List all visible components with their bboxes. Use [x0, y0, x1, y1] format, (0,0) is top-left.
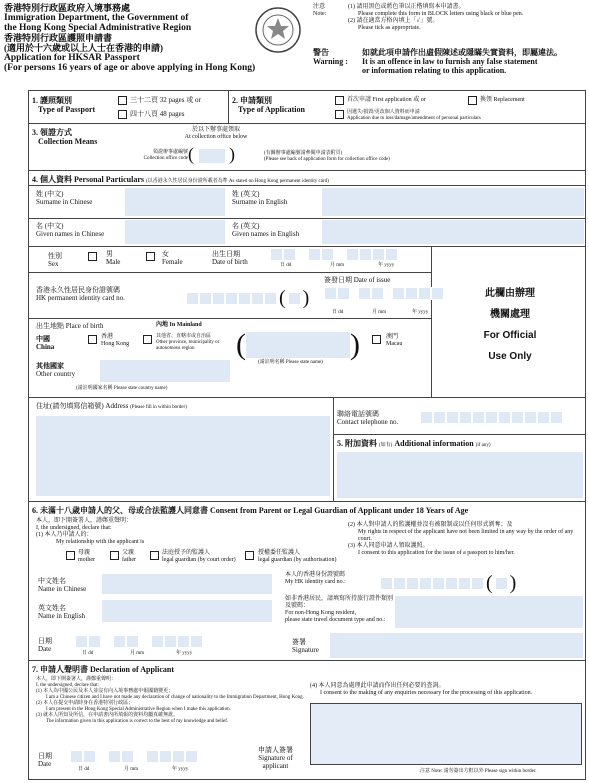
s6-date-input[interactable] [75, 635, 203, 648]
my-hkid-input[interactable]: ( ) [380, 572, 516, 595]
loss-damage-checkbox[interactable] [335, 110, 344, 119]
office-code-label: 領證辦事處編號 Collection office code [143, 150, 188, 161]
s7-day-label: 日 dd [78, 767, 90, 772]
s6-label: 6. 未滿十八歲申請人的父、母或合法監護人同意書 Consent from Parent or Legal Guardian of Applicant under 18 Years of Age [32, 506, 469, 515]
first-application-checkbox[interactable] [335, 96, 344, 105]
dob-label: 出生日期 Date of birth [212, 250, 248, 266]
48-pages-checkbox[interactable] [118, 110, 127, 119]
signature-note: 注意 Note: 請勿簽出方框以外 Please sign within border. [420, 769, 537, 774]
other-country-input[interactable] [100, 360, 230, 382]
other-province-label: 其他省、直轄市或自治區 Other province, municipality or autonomous region [156, 334, 220, 351]
collection-office-label: 於以下辦事處領取 At collection office below [184, 127, 248, 140]
telephone-input[interactable] [420, 411, 563, 424]
s7-consent: (4) 本人同意為處理此申請而作出任何必要的查詢。 I consent to the making of any enquiries necessary for the processing of this application. [310, 683, 533, 696]
s7-date-input[interactable] [70, 750, 198, 763]
china-label: 中國 China [36, 335, 55, 351]
female-checkbox[interactable] [146, 252, 155, 261]
office-code-input[interactable]: ( ) [188, 144, 235, 164]
title-en-dept: Immigration Department, the Government of [4, 13, 189, 23]
dob-year-label: 年 yyyy [378, 263, 395, 268]
s2-label: 2. 申請類別 Type of Application [232, 96, 305, 114]
48-pages-label: 四十八頁 48 pages [130, 110, 185, 118]
loss-damage-label: 因遺失/損毀/更改個人資料而申請 Application due to loss/damage/amendment of personal particulars [347, 110, 481, 121]
address-label: 住址(請勿填寫信箱號) Address (Please fill in within border) [36, 402, 187, 410]
s7-month-label: 月 mm [124, 767, 139, 772]
pob-label: 出生地點 Place of birth [36, 322, 104, 330]
replacement-label: 換領 Replacement [480, 97, 525, 103]
sex-label: 性別 Sex [48, 252, 62, 268]
s6-day-label: 日 dd [82, 651, 94, 656]
note-text: (1) 請用黑色或藍色筆以正楷填寫本申請書。 Please complete this form in BLOCK letters using black or blue pen. (2) 請在適當方格內填上「✓」號。 Please tick as appropriate. [348, 4, 524, 31]
warning-label: 警告 Warning : [313, 48, 348, 66]
mother-label: 母親 mother [78, 550, 95, 563]
travel-document-input[interactable] [395, 596, 583, 628]
title-zh-scope: (適用於十六歲或以上人士在香港的申請) [4, 43, 163, 53]
dob-input[interactable] [270, 248, 398, 261]
s7-declarations: 本人，即下開簽署人，謹鄭重聲明： I, the undersigned, declare that: (1) 本人為中國公民及本人並沒有向入境事務處申報國籍變更； I am a Chinese citizen and I have not made any declaration of change of nationality to the Immigration Department, Hong Kong. (2) 本人在提交申請時身在香港特別行政區； I am present in the Hong Kong Special Administrative Region when I make this application. (3) 就本人所知及所信，在申請書內所填報的資料均屬真確無訛。 The information given in this application is correct to the best of my knowledge and belief. [36, 677, 304, 724]
32-pages-checkbox[interactable] [118, 96, 127, 105]
applicant-signature-box[interactable] [310, 703, 582, 765]
s6-month-label: 月 mm [130, 651, 145, 656]
s6-consent-text: (2) 本人對申請人的監護權並沒有被限制或以任何形式剝奪；及 My rights in respect of the applicant have not been limited in any way by the order of any court. (3) 本人同意申請人領取護照。 I consent to this application for the issue of a passport to him/her. [348, 522, 574, 556]
my-hkid-label: 本人的香港身份證號碼 My HK identity card no.: [285, 572, 346, 585]
s7-label: 7. 申請人聲明書 Declaration of Applicant [32, 665, 174, 674]
surname-cn-input[interactable] [125, 188, 225, 216]
dob-day-label: 日 dd [280, 263, 292, 268]
title-en-scope: (For persons 16 years of age or above applying in Hong Kong) [4, 63, 256, 73]
address-input[interactable] [36, 416, 330, 496]
title-en-region: the Hong Kong Special Administrative Region [4, 23, 192, 33]
office-code-note: (有關辦事處編號請參閱申請表附頁) (Please see back of application form for collection office code) [264, 151, 390, 162]
32-pages-label: 三十二頁 32 pages 或 or [130, 96, 201, 104]
issue-year-label: 年 yyyy [412, 310, 429, 315]
official-use-box: 此欄由辦理 機關處理 For Official Use Only [483, 288, 537, 362]
s3-label: 3. 領證方式 Collection Means [32, 128, 98, 146]
title-zh-dept: 香港特別行政區政府入境事務處 [4, 3, 131, 13]
father-label: 父親 father [122, 550, 136, 563]
s6-name-en-input[interactable] [102, 600, 272, 622]
dob-month-label: 月 mm [330, 263, 345, 268]
male-checkbox[interactable] [88, 252, 97, 261]
guardian-auth-label: 授權委任監護人 legal guardian (by authorisation) [258, 550, 337, 563]
issue-date-label: 簽發日期 Date of issue [324, 276, 391, 284]
given-en-label: 名 (英文) Given names in English [232, 222, 300, 238]
issue-day-label: 日 dd [332, 310, 344, 315]
title-zh-form: 香港特別行政區護照申請書 [4, 33, 113, 43]
first-application-label: 首次申請 First application 或 or [347, 97, 426, 103]
s7-date-label: 日期 Date [38, 752, 52, 768]
given-cn-input[interactable] [125, 220, 225, 244]
nonresident-label: 如非香港居民，請填寫所持旅行證件類別及號碼： For non-Hong Kong resident, please state travel document type and no.: [285, 596, 394, 623]
guardian-court-checkbox[interactable] [150, 551, 159, 560]
s5-label: 5. 附加資料 (如有) Additional information (if any) [337, 439, 491, 448]
guardian-auth-checkbox[interactable] [245, 551, 254, 560]
hong-kong-checkbox[interactable] [88, 335, 97, 344]
mother-checkbox[interactable] [66, 551, 75, 560]
replacement-checkbox[interactable] [468, 96, 477, 105]
hkid-label: 香港永久性居民身份證號碼 HK permanent identity card no. [36, 286, 125, 302]
hong-kong-label: 香港 Hong Kong [101, 334, 130, 347]
title-en-form: Application for HKSAR Passport [4, 53, 140, 63]
surname-en-label: 姓 (英文) Surname in English [232, 190, 288, 206]
issue-month-label: 月 mm [372, 310, 387, 315]
country-name-label: (請註明國家名稱 Please state country name) [76, 386, 168, 391]
other-country-label: 其他國家 Other country [36, 362, 76, 378]
surname-en-input[interactable] [322, 188, 584, 216]
s7-year-label: 年 yyyy [172, 767, 189, 772]
s6-signature-input[interactable] [330, 633, 583, 658]
s6-year-label: 年 yyyy [176, 651, 193, 656]
given-en-input[interactable] [322, 220, 584, 244]
hksar-emblem-icon [253, 4, 303, 56]
s6-name-cn-input[interactable] [102, 574, 272, 594]
s4-label: 4. 個人資料 Personal Particulars (以香港永久性居民身份證所載者為準 As stated on Hong Kong permanent identity card) [32, 175, 329, 184]
note-label: 注意 Note: [313, 4, 327, 17]
surname-cn-label: 姓 (中文) Surname in Chinese [36, 190, 93, 206]
s6-name-cn-label: 中文姓名 Name in Chinese [38, 577, 87, 593]
province-name-input[interactable]: ( ) [236, 328, 360, 361]
s6-date-label: 日期 Date [38, 637, 52, 653]
hkid-input[interactable]: ( ) [186, 287, 309, 310]
male-label: 男 Male [106, 250, 121, 266]
macau-checkbox[interactable] [372, 335, 381, 344]
s6-name-en-label: 英文姓名 Name in English [38, 604, 86, 620]
issue-date-input[interactable] [324, 287, 444, 300]
macau-label: 澳門 Macau [386, 334, 403, 347]
additional-info-input[interactable] [337, 452, 583, 498]
s6-signature-label: 簽署 Signature [292, 638, 319, 654]
other-province-checkbox[interactable] [143, 335, 152, 344]
state-name-label: (請註明名稱 Please state name) [258, 360, 323, 365]
father-checkbox[interactable] [110, 551, 119, 560]
mainland-label: 內地 In Mainland [156, 322, 202, 328]
warning-text: 如就此項申請作出虛假陳述或隱瞞失實資料，即屬違法。 It is an offence in law to furnish any false statement or information relating to this application. [362, 48, 562, 75]
guardian-court-label: 法庭授予的監護人 legal guardian (by court order) [162, 550, 236, 563]
s1-label: 1. 護照類別 Type of Passport [32, 96, 96, 114]
telephone-label: 聯絡電話號碼 Contact telephone no. [337, 410, 399, 426]
female-label: 女 Female [162, 250, 183, 266]
given-cn-label: 名 (中文) Given names in Chinese [36, 222, 105, 238]
s7-signature-label: 申請人簽署 Signature of applicant [258, 746, 293, 770]
s6-intro: 本人，即下開簽署人，謹鄭重聲明： I, the undersigned, declare that: (1) 本人乃申請人的： My relationship with the applicant is [36, 518, 145, 545]
